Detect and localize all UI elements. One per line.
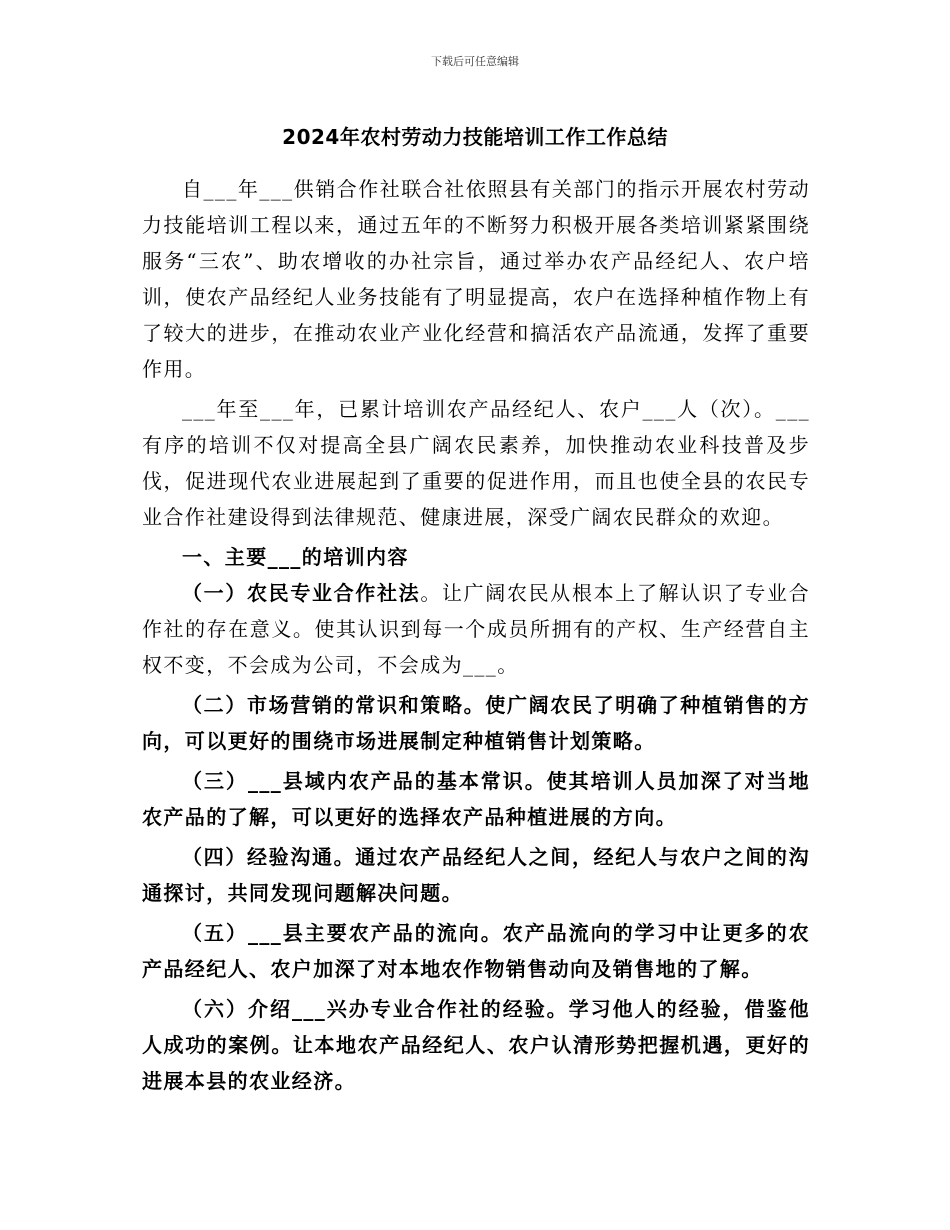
- section-heading: 一、主要___的培训内容: [182, 545, 409, 569]
- page-header-note: 下载后可任意编辑: [431, 55, 519, 68]
- content-item-6: （六）介绍___兴办专业合作社的经验。学习他人的经验，借鉴他人成功的案例。让本地农产品经纪人、农户认清形势把握机遇，更好的进展本县的农业经济。: [142, 997, 810, 1093]
- content-item-5: （五）___县主要农产品的流向。农产品流向的学习中让更多的农产品经纪人、农户加深了对本地农作物销售动向及销售地的了解。: [142, 921, 810, 981]
- document-title: 2024年农村劳动力技能培训工作工作总结: [282, 125, 668, 149]
- content-item-3: （三）___县域内农产品的基本常识。使其培训人员加深了对当地农产品的了解，可以更好的选择农产品种植进展的方向。: [142, 769, 810, 829]
- content-item-4: （四）经验沟通。通过农产品经纪人之间，经纪人与农户之间的沟通探讨，共同发现问题解决问题。: [142, 845, 810, 905]
- content-item-2: （二）市场营销的常识和策略。使广阔农民了明确了种植销售的方向，可以更好的围绕市场进展制定种植销售计划策略。: [142, 693, 810, 753]
- content-item-1-title: （一）农民专业合作社法: [182, 581, 421, 605]
- document-body: [142, 171, 810, 1099]
- intro-paragraph: 自___年___供销合作社联合社依照县有关部门的指示开展农村劳动力技能培训工程以来，通过五年的不断努力积极开展各类培训紧紧围绕服务“三农”、助农增收的办社宗旨，通过举办农产品经纪人、农户培训，使农产品经纪人业务技能有了明显提高，农户在选择种植作物上有了较大的进步，在推动农业产业化经营和搞活农产品流通，发挥了重要作用。: [142, 177, 810, 381]
- summary-paragraph: ___年至___年，已累计培训农产品经纪人、农户___人（次）。___有序的培训不仅对提高全县广阔农民素养，加快推动农业科技普及步伐，促进现代农业进展起到了重要的促进作用，而且也使全县的农民专业合作社建设得到法律规范、健康进展，深受广阔农民群众的欢迎。: [142, 397, 810, 529]
- content-item-1: [142, 575, 810, 683]
- content-item-1-text: 。让广阔农民从根本上了解认识了专业合作社的存在意义。使其认识到每一个成员所拥有的产权、生产经营自主权不变，不会成为公司，不会成为___。: [142, 581, 810, 677]
